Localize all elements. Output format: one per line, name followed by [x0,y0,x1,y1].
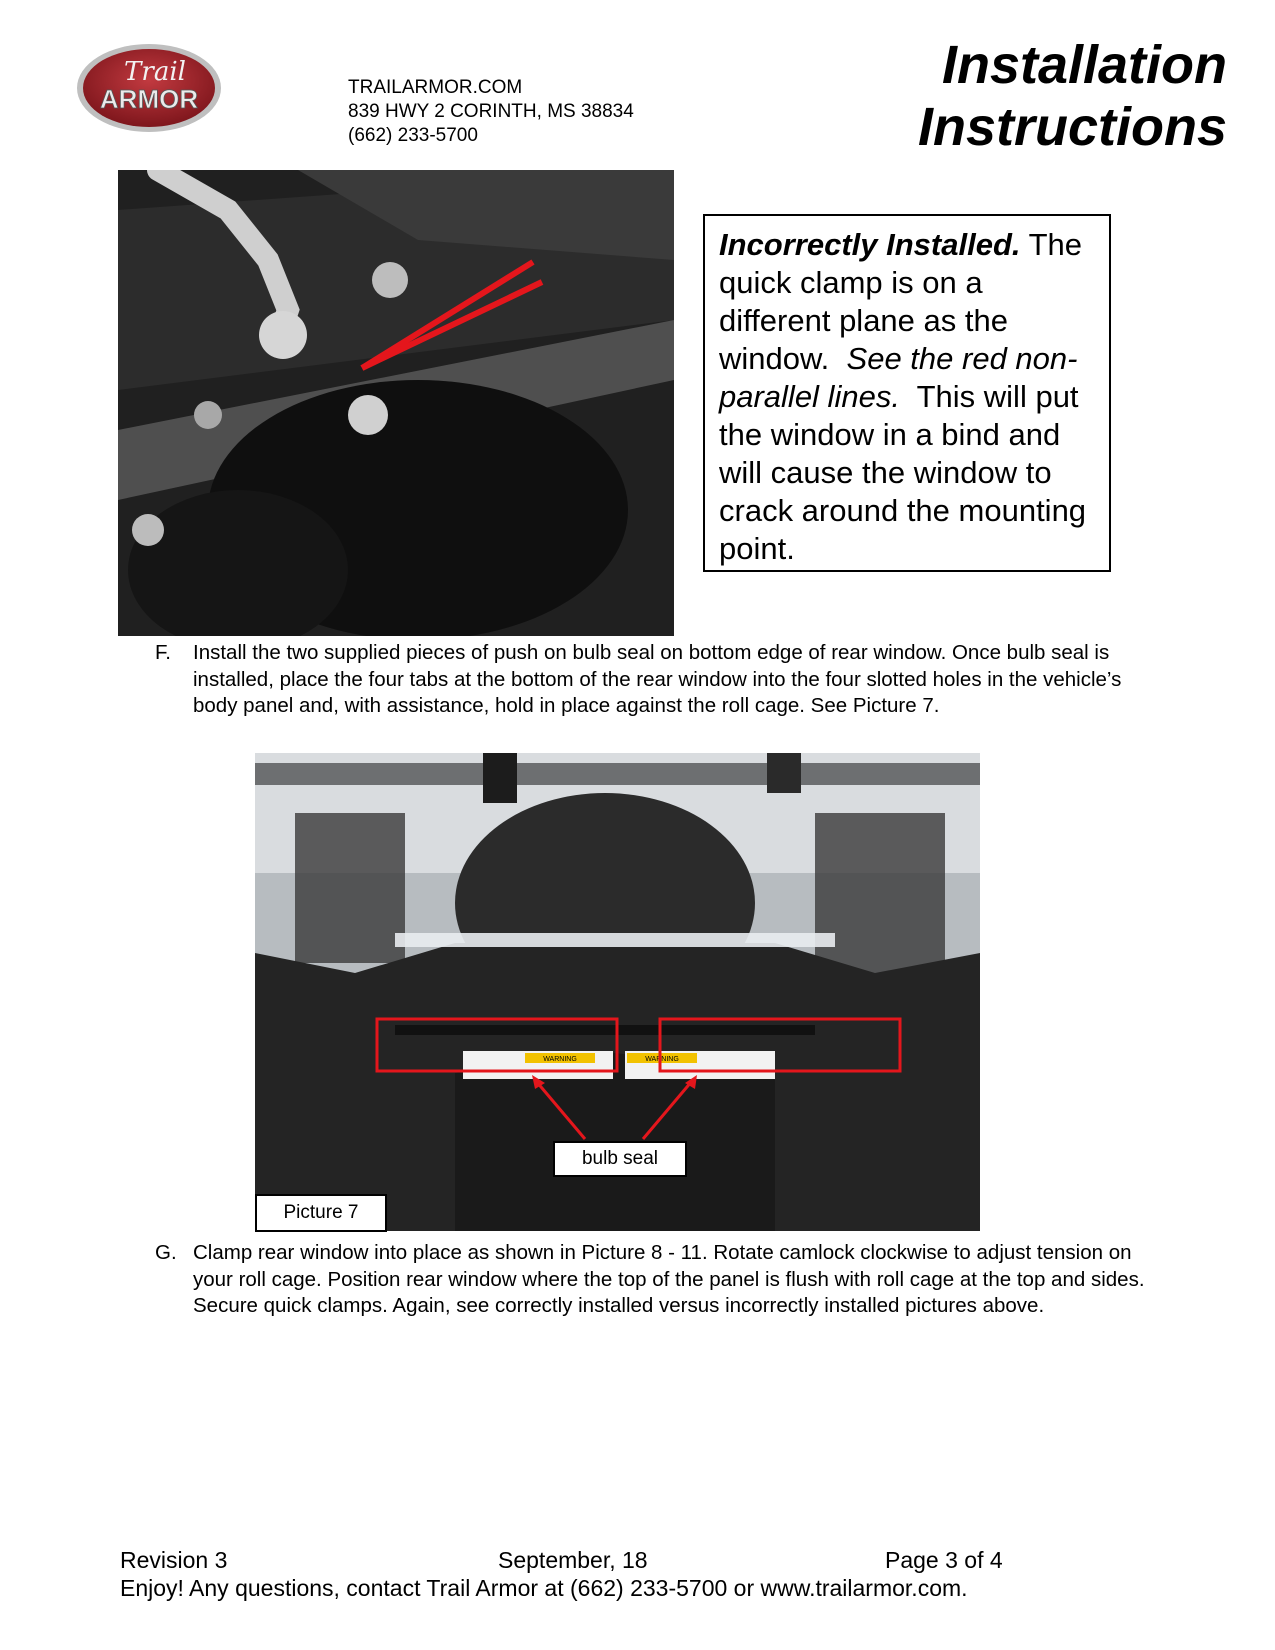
svg-text:WARNING: WARNING [645,1056,679,1063]
address-text: 839 HWY 2 CORINTH, MS 38834 [348,101,634,122]
bulb-seal-label: bulb seal [553,1141,687,1177]
step-g [155,1240,1145,1320]
company-info [348,76,634,148]
step-letter: G. [155,1241,177,1264]
note-italic-text: See the red non-parallel lines. [719,341,1078,414]
document-title: Installation Instructions [917,35,1227,157]
note-heading: Incorrectly Installed. [719,227,1021,262]
svg-text:WARNING: WARNING [543,1056,577,1063]
svg-text:Trail: Trail [124,57,186,87]
note-text-continued: This will put the window in a bind and will cause the window to crack around the mounting point. [719,379,1087,566]
footer-page-number: Page 3 of 4 [885,1547,1003,1573]
picture-7-label: Picture 7 [255,1194,387,1232]
svg-text:ARMOR: ARMOR [99,84,199,114]
step-text: Install the two supplied pieces of push on bulb seal on bottom edge of rear window. Once bulb seal is installed, place the four tabs at the bottom of the rear window into the four slotted holes in the vehicle’s body panel and, with assistance, hold in place against the roll cage. See Picture 7. [193,641,1122,717]
website-text: TRAILARMOR.COM [348,77,523,98]
footer-contact: Enjoy! Any questions, contact Trail Armor at (662) 233-5700 or www.trailarmor.com. [120,1575,968,1601]
footer-date: September, 18 [498,1547,648,1573]
step-f [155,640,1145,720]
phone-text: (662) 233-5700 [348,125,478,146]
clamp-photo [118,170,674,636]
note-text: The quick clamp is on a different plane as the window. [719,227,1082,376]
step-letter: F. [155,641,171,664]
incorrect-install-note [703,214,1111,572]
trail-armor-logo [75,42,223,134]
step-text: Clamp rear window into place as shown in Picture 8 - 11. Rotate camlock clockwise to adjust tension on your roll cage. Position rear window where the top of the panel is flush with roll cage at the top and sides. Secure quick clamps. Again, see correctly installed versus incorrectly installed pictures above. [193,1241,1145,1317]
footer-revision: Revision 3 [120,1547,228,1573]
